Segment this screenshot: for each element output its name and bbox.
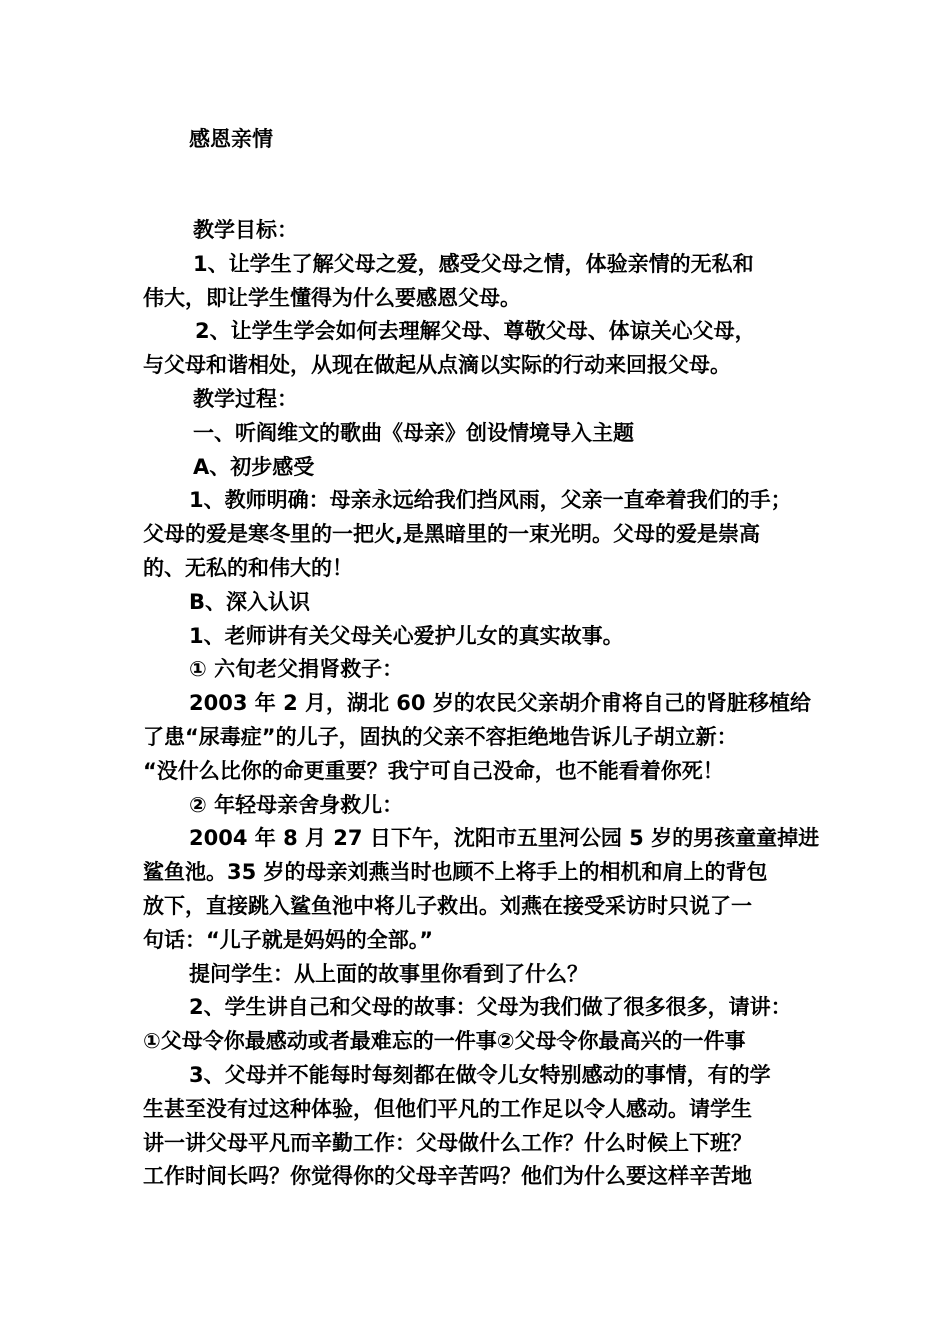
paragraph-line: 的、无私的和伟大的！ bbox=[143, 555, 353, 580]
story-heading-one: ① 六旬老父捐肾救子： bbox=[189, 657, 404, 682]
subsection-heading-b: B、深入认识 bbox=[189, 589, 311, 614]
story-heading-two: ② 年轻母亲舍身救儿： bbox=[189, 792, 404, 817]
paragraph-line: 2、让学生学会如何去理解父母、尊敬父母、体谅关心父母， bbox=[195, 319, 756, 344]
paragraph-line: 1、老师讲有关父母关心爱护儿女的真实故事。 bbox=[189, 623, 624, 648]
paragraph-line: 伟大，即让学生懂得为什么要感恩父母。 bbox=[143, 285, 521, 310]
paragraph-line: 了患“尿毒症”的儿子，固执的父亲不容拒绝地告诉儿子胡立新： bbox=[143, 724, 738, 749]
paragraph-line: 生甚至没有过这种体验，但他们平凡的工作足以令人感动。请学生 bbox=[143, 1096, 752, 1121]
paragraph-line: 父母的爱是寒冬里的一把火,是黑暗里的一束光明。父母的爱是崇高 bbox=[143, 522, 760, 547]
paragraph-line: ①父母令你最感动或者最难忘的一件事②父母令你最高兴的一件事 bbox=[143, 1029, 746, 1054]
document-body bbox=[143, 214, 823, 1194]
paragraph-line: 鲨鱼池。35 岁的母亲刘燕当时也顾不上将手上的相机和肩上的背包 bbox=[143, 860, 768, 885]
paragraph-line: 与父母和谐相处，从现在做起从点滴以实际的行动来回报父母。 bbox=[143, 353, 731, 378]
paragraph-line: 2004 年 8 月 27 日下午，沈阳市五里河公园 5 岁的男孩童童掉进 bbox=[189, 826, 820, 851]
section-heading-teaching-goals: 教学目标： bbox=[193, 218, 298, 242]
paragraph-line: 3、父母并不能每时每刻都在做令儿女特别感动的事情，有的学 bbox=[189, 1062, 771, 1087]
paragraph-line: “没什么比你的命更重要？我宁可自己没命，也不能看着你死！ bbox=[143, 758, 724, 783]
paragraph-line: 2、学生讲自己和父母的故事：父母为我们做了很多很多，请讲： bbox=[189, 995, 792, 1020]
paragraph-line: 放下，直接跳入鲨鱼池中将儿子救出。刘燕在接受采访时只说了一 bbox=[143, 893, 752, 918]
paragraph-line: 1、让学生了解父母之爱，感受父母之情，体验亲情的无私和 bbox=[193, 251, 754, 276]
section-heading-teaching-process: 教学过程： bbox=[193, 386, 298, 411]
document-title: 感恩亲情 bbox=[189, 127, 273, 151]
subsection-heading-a: A、初步感受 bbox=[193, 454, 315, 479]
paragraph-line: 1、教师明确：母亲永远给我们挡风雨，父亲一直牵着我们的手； bbox=[189, 488, 792, 513]
paragraph-line: 讲一讲父母平凡而辛勤工作：父母做什么工作？什么时候上下班？ bbox=[143, 1130, 752, 1155]
paragraph-line: 2003 年 2 月，湖北 60 岁的农民父亲胡介甫将自己的肾脏移植给 bbox=[189, 691, 811, 716]
paragraph-line: 句话：“儿子就是妈妈的全部。” bbox=[143, 927, 434, 952]
paragraph-line: 提问学生：从上面的故事里你看到了什么？ bbox=[189, 961, 588, 986]
paragraph-line: 工作时间长吗？你觉得你的父母辛苦吗？他们为什么要这样辛苦地 bbox=[143, 1164, 752, 1189]
section-heading-part-one: 一、听阎维文的歌曲《母亲》创设情境导入主题 bbox=[193, 420, 634, 445]
